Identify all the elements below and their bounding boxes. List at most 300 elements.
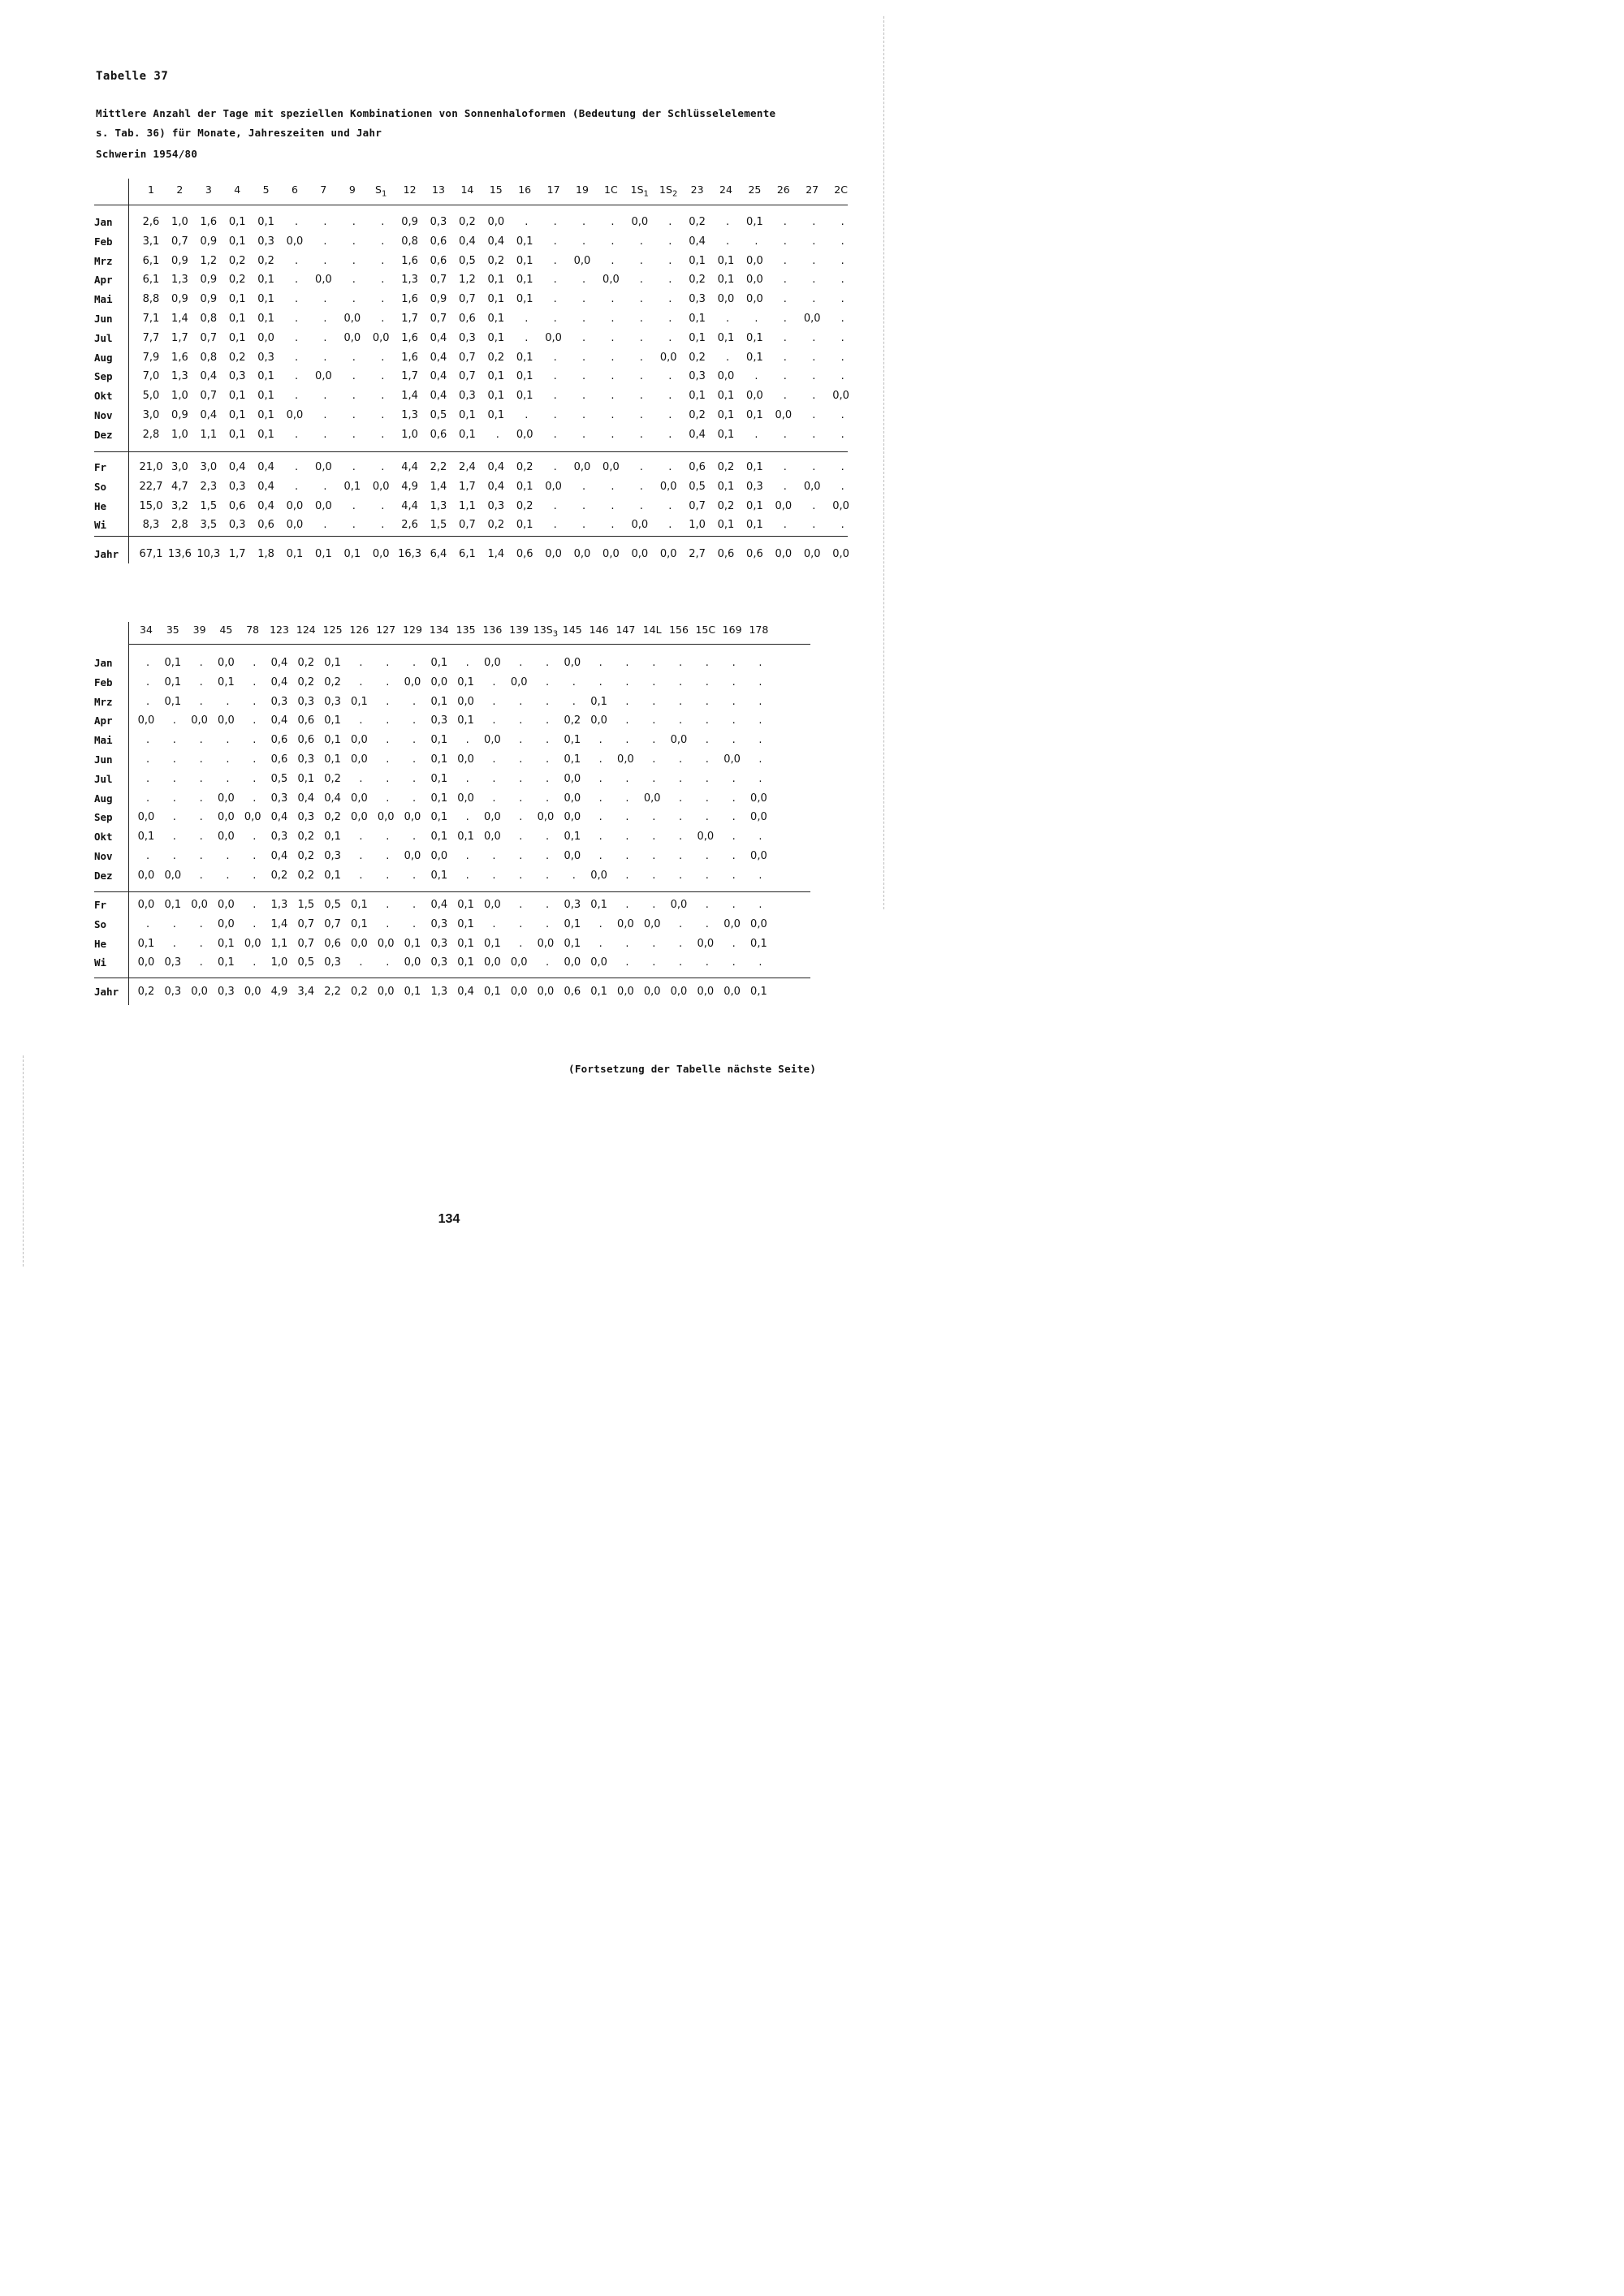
table-cell: 0,0 <box>631 548 649 560</box>
year-row-label: Jahr <box>94 986 119 998</box>
table-cell: 1,3 <box>171 370 188 383</box>
table-cell: . <box>226 753 230 766</box>
table-cell: . <box>253 917 257 930</box>
table-cell: . <box>465 772 469 785</box>
table-cell: . <box>519 695 523 708</box>
table-cell: 0,1 <box>286 548 304 560</box>
table-cell: . <box>732 850 736 862</box>
table-cell: 2,7 <box>689 548 706 560</box>
table-cell: . <box>525 216 529 228</box>
table-cell: . <box>812 293 816 306</box>
table-cell: 1,6 <box>401 331 418 344</box>
table-cell: 16,3 <box>398 548 422 560</box>
column-header: 35 <box>166 624 179 636</box>
table-cell: . <box>732 792 736 805</box>
table-cell: 0,0 <box>573 254 591 267</box>
table-cell: 0,0 <box>510 956 528 969</box>
table-cell: 0,0 <box>244 937 261 950</box>
table-cell: 0,0 <box>746 254 763 267</box>
table-cell: 10,3 <box>197 548 221 560</box>
table-cell: . <box>705 675 709 688</box>
table-cell: 0,3 <box>564 899 581 911</box>
table-cell: . <box>840 409 844 421</box>
label-column-separator <box>128 622 129 1005</box>
table-cell: . <box>705 714 709 727</box>
table-cell: 0,1 <box>717 519 735 532</box>
table-cell: 0,3 <box>459 331 476 344</box>
table-cell: . <box>732 695 736 708</box>
table-cell: 2,8 <box>171 519 188 532</box>
table-cell: 0,7 <box>459 293 476 306</box>
table-cell: 0,3 <box>297 753 315 766</box>
table-cell: . <box>553 519 557 532</box>
table-cell: . <box>611 409 615 421</box>
table-cell: . <box>705 869 709 882</box>
table-cell: . <box>352 254 356 267</box>
table-cell: . <box>668 461 672 473</box>
table-cell: . <box>732 956 736 969</box>
table-cell: . <box>668 216 672 228</box>
table-cell: 0,2 <box>487 351 505 364</box>
table-cell: 0,4 <box>257 461 274 473</box>
table-cell: 0,0 <box>351 753 368 766</box>
table-cell: 0,7 <box>297 937 315 950</box>
table-cell: 0,0 <box>404 956 421 969</box>
table-cell: 2,6 <box>401 519 418 532</box>
table-cell: . <box>172 792 176 805</box>
table-cell: . <box>758 831 762 844</box>
table-cell: . <box>812 390 816 403</box>
table-cell: . <box>412 792 417 805</box>
table-cell: . <box>146 917 150 930</box>
table-cell: 0,3 <box>164 956 182 969</box>
table-cell: . <box>679 811 683 824</box>
table-cell: . <box>705 811 709 824</box>
table-cell: 0,7 <box>430 313 447 325</box>
table-cell: 0,4 <box>200 370 218 383</box>
table-cell: 0,1 <box>257 293 274 306</box>
table-cell: 0,3 <box>430 216 447 228</box>
table-cell: . <box>598 675 603 688</box>
table-cell: 0,0 <box>404 850 421 862</box>
table-cell: . <box>146 850 150 862</box>
column-header: 1 <box>148 183 154 196</box>
table-cell: . <box>758 714 762 727</box>
month-row-label: Okt <box>94 831 113 844</box>
table-cell: . <box>758 899 762 911</box>
table-cell: . <box>525 409 529 421</box>
table-cell: . <box>639 461 643 473</box>
table-cell: . <box>172 850 176 862</box>
table-cell: . <box>812 331 816 344</box>
table-cell: 0,2 <box>516 499 533 512</box>
table-cell: 0,0 <box>457 753 474 766</box>
table-cell: . <box>381 216 385 228</box>
table-cell: 0,2 <box>689 274 706 287</box>
table-cell: 1,4 <box>430 480 447 493</box>
table-cell: 0,4 <box>257 480 274 493</box>
table-cell: . <box>323 235 327 248</box>
table-cell: . <box>758 734 762 747</box>
table-cell: 0,2 <box>228 254 246 267</box>
column-header: 24 <box>719 183 732 196</box>
table-cell: 0,6 <box>270 753 288 766</box>
column-header: 12 <box>403 183 417 196</box>
month-row-label: Nov <box>94 850 113 862</box>
table-cell: 0,0 <box>803 313 821 325</box>
table-cell: 0,3 <box>297 811 315 824</box>
table-cell: 0,1 <box>430 734 448 747</box>
table-cell: . <box>381 274 385 287</box>
table-cell: 0,0 <box>643 986 661 998</box>
table-cell: . <box>639 499 643 512</box>
table-cell: . <box>679 937 683 950</box>
table-cell: . <box>679 695 683 708</box>
table-cell: . <box>582 293 586 306</box>
table-cell: . <box>679 831 683 844</box>
table-cell: 0,0 <box>191 714 208 727</box>
table-cell: 0,1 <box>324 714 341 727</box>
table-cell: 0,1 <box>746 409 763 421</box>
table-cell: . <box>352 293 356 306</box>
table-cell: 0,1 <box>315 548 332 560</box>
table-cell: 0,0 <box>537 986 555 998</box>
table-cell: . <box>553 274 557 287</box>
table-cell: 21,0 <box>139 461 163 473</box>
table-cell: 0,1 <box>717 274 735 287</box>
table-cell: . <box>412 917 417 930</box>
table-cell: 0,1 <box>351 917 368 930</box>
table-cell: . <box>668 428 672 441</box>
table-cell: . <box>625 899 629 911</box>
table-cell: . <box>783 519 787 532</box>
table-cell: 0,0 <box>484 811 501 824</box>
table-cell: 0,2 <box>228 274 246 287</box>
table-cell: . <box>352 370 356 383</box>
table-cell: . <box>611 480 615 493</box>
table-cell: . <box>611 254 615 267</box>
table-cell: 0,1 <box>430 811 448 824</box>
table-cell: 1,4 <box>487 548 505 560</box>
column-header: $S_1$ <box>375 183 387 199</box>
table-cell: . <box>783 254 787 267</box>
table-cell: 0,1 <box>257 313 274 325</box>
table-cell: . <box>492 850 496 862</box>
table-cell: 0,7 <box>171 235 188 248</box>
month-row-label: Mai <box>94 293 113 306</box>
table-cell: . <box>172 714 176 727</box>
table-cell: 0,0 <box>746 390 763 403</box>
year-row-label: Jahr <box>94 548 119 560</box>
table-cell: 0,1 <box>457 899 474 911</box>
table-cell: 4,9 <box>270 986 288 998</box>
table-cell: . <box>386 899 390 911</box>
column-header: 139 <box>509 624 529 636</box>
table-cell: 0,0 <box>723 753 741 766</box>
table-cell: . <box>668 390 672 403</box>
table-cell: 0,0 <box>372 331 390 344</box>
table-cell: . <box>295 274 299 287</box>
table-cell: 7,9 <box>142 351 160 364</box>
table-cell: . <box>582 480 586 493</box>
table-cell: . <box>625 831 629 844</box>
table-cell: 0,0 <box>723 986 741 998</box>
column-header: 19 <box>576 183 589 196</box>
table-cell: . <box>840 351 844 364</box>
table-cell: 0,2 <box>487 519 505 532</box>
table-cell: . <box>553 461 557 473</box>
table-cell: 0,0 <box>803 548 821 560</box>
table-cell: 0,0 <box>137 714 155 727</box>
table-cell: . <box>519 811 523 824</box>
table-cell: . <box>611 519 615 532</box>
table-cell: . <box>386 792 390 805</box>
table-cell: 0,4 <box>487 461 505 473</box>
table-cell: . <box>519 937 523 950</box>
table-cell: 0,3 <box>689 293 706 306</box>
table-cell: . <box>519 714 523 727</box>
table-cell: . <box>582 351 586 364</box>
column-header: 45 <box>219 624 233 636</box>
table-cell: . <box>546 753 550 766</box>
column-header: 25 <box>748 183 762 196</box>
table-cell: 6,4 <box>430 548 447 560</box>
table-cell: . <box>553 428 557 441</box>
table-cell: . <box>598 753 603 766</box>
table-cell: . <box>639 370 643 383</box>
table-cell: . <box>295 313 299 325</box>
table-cell: . <box>381 390 385 403</box>
table-cell: 7,0 <box>142 370 160 383</box>
table-cell: 0,1 <box>487 390 505 403</box>
table-cell: . <box>546 734 550 747</box>
table-cell: . <box>146 695 150 708</box>
table-cell: . <box>732 675 736 688</box>
column-header: $1S_2$ <box>659 183 678 199</box>
table-cell: . <box>668 235 672 248</box>
table-cell: . <box>295 428 299 441</box>
table-cell: . <box>812 235 816 248</box>
table-cell: 0,2 <box>270 869 288 882</box>
table-cell: . <box>783 480 787 493</box>
table-cell: . <box>546 850 550 862</box>
table-cell: 0,0 <box>643 917 661 930</box>
table-cell: 0,0 <box>351 734 368 747</box>
table-cell: 0,1 <box>564 734 581 747</box>
column-header: 78 <box>246 624 260 636</box>
table-cell: 0,2 <box>297 831 315 844</box>
month-row-label: Nov <box>94 409 113 421</box>
table-cell: . <box>758 956 762 969</box>
column-header: 7 <box>320 183 327 196</box>
table-cell: . <box>519 917 523 930</box>
table-cell: 0,1 <box>516 254 533 267</box>
table-cell: . <box>253 714 257 727</box>
table-cell: . <box>652 734 656 747</box>
table-cell: . <box>625 937 629 950</box>
month-row-label: Feb <box>94 235 113 248</box>
table-cell: . <box>199 956 203 969</box>
table-cell: . <box>668 519 672 532</box>
table-cell: 0,1 <box>430 869 448 882</box>
column-header: 27 <box>806 183 819 196</box>
table-cell: . <box>783 461 787 473</box>
table-label: Tabelle 37 <box>96 70 169 83</box>
table-cell: 0,1 <box>228 235 246 248</box>
table-cell: 0,2 <box>459 216 476 228</box>
table-cell: 0,1 <box>590 695 607 708</box>
table-cell: . <box>732 937 736 950</box>
table-cell: 1,0 <box>171 216 188 228</box>
table-cell: 0,1 <box>430 792 448 805</box>
table-cell: 2,8 <box>142 428 160 441</box>
table-cell: . <box>295 293 299 306</box>
column-header: 3 <box>205 183 212 196</box>
table-cell: 0,1 <box>487 274 505 287</box>
table-cell: . <box>386 850 390 862</box>
table-cell: . <box>732 772 736 785</box>
table-cell: . <box>582 499 586 512</box>
table-cell: 3,0 <box>200 461 218 473</box>
table-cell: . <box>352 390 356 403</box>
table-cell: . <box>553 293 557 306</box>
table-cell: . <box>652 772 656 785</box>
table-cell: . <box>598 792 603 805</box>
table-cell: . <box>652 956 656 969</box>
table-cell: . <box>840 461 844 473</box>
table-cell: 0,3 <box>430 714 448 727</box>
table-cell: 0,0 <box>315 499 332 512</box>
table-cell: 0,5 <box>689 480 706 493</box>
table-cell: 0,6 <box>717 548 735 560</box>
table-cell: 1,1 <box>270 937 288 950</box>
table-cell: . <box>199 917 203 930</box>
table-cell: 0,1 <box>457 714 474 727</box>
season-row-label: Fr <box>94 899 107 911</box>
table-cell: . <box>639 254 643 267</box>
table-cell: . <box>582 390 586 403</box>
table-cell: 1,6 <box>401 351 418 364</box>
table-cell: . <box>611 351 615 364</box>
table-cell: . <box>582 274 586 287</box>
season-row-label: So <box>94 480 107 493</box>
table-cell: 0,0 <box>659 480 677 493</box>
table-cell: . <box>323 216 327 228</box>
table-cell: . <box>598 831 603 844</box>
table-cell: . <box>253 869 257 882</box>
table-cell: 0,9 <box>171 409 188 421</box>
table-cell: . <box>546 772 550 785</box>
table-cell: 0,9 <box>200 274 218 287</box>
table-cell: . <box>679 675 683 688</box>
table-cell: 0,6 <box>430 254 447 267</box>
table-cell: . <box>146 792 150 805</box>
table-cell: 22,7 <box>139 480 163 493</box>
table-cell: . <box>352 519 356 532</box>
table-cell: 0,1 <box>228 390 246 403</box>
table-cell: . <box>758 772 762 785</box>
table-cell: 0,9 <box>200 293 218 306</box>
column-header: 2C <box>834 183 848 196</box>
column-header: 134 <box>429 624 449 636</box>
table-cell: . <box>492 753 496 766</box>
table-cell: 0,0 <box>573 461 591 473</box>
table-cell: 0,0 <box>670 734 688 747</box>
table-cell: 0,1 <box>459 409 476 421</box>
table-cell: . <box>199 869 203 882</box>
table-cell: . <box>840 274 844 287</box>
table-cell: 0,1 <box>516 480 533 493</box>
table-cell: . <box>546 917 550 930</box>
table-cell: 0,1 <box>564 753 581 766</box>
table-cell: 0,2 <box>564 714 581 727</box>
table-cell: . <box>783 370 787 383</box>
continuation-note: (Fortsetzung der Tabelle nächste Seite) <box>568 1063 817 1075</box>
table-cell: 0,6 <box>459 313 476 325</box>
table-cell: . <box>754 313 758 325</box>
table-cell: 0,4 <box>270 657 288 669</box>
table-cell: . <box>652 899 656 911</box>
table-cell: . <box>546 657 550 669</box>
table-cell: . <box>639 390 643 403</box>
column-header: 17 <box>546 183 560 196</box>
table-cell: 0,0 <box>590 869 607 882</box>
table-cell: 4,7 <box>171 480 188 493</box>
table-cell: . <box>525 331 529 344</box>
table-cell: . <box>553 351 557 364</box>
table-cell: . <box>639 409 643 421</box>
table-cell: 0,1 <box>164 675 182 688</box>
table-cell: . <box>352 274 356 287</box>
table-cell: . <box>253 675 257 688</box>
table-cell: 0,1 <box>590 986 607 998</box>
table-cell: 0,1 <box>351 695 368 708</box>
table-cell: 0,1 <box>516 274 533 287</box>
table-cell: . <box>652 657 656 669</box>
table-cell: . <box>840 216 844 228</box>
column-header: 16 <box>518 183 532 196</box>
table-cell: 0,3 <box>487 499 505 512</box>
table-cell: . <box>199 675 203 688</box>
column-header: 124 <box>296 624 316 636</box>
table-cell: 0,0 <box>564 811 581 824</box>
table-cell: 0,1 <box>516 351 533 364</box>
column-header: 13 <box>432 183 445 196</box>
table-cell: . <box>519 734 523 747</box>
table-cell: 0,4 <box>430 351 447 364</box>
table-cell: . <box>465 734 469 747</box>
table-cell: 0,2 <box>351 986 368 998</box>
table-cell: . <box>679 917 683 930</box>
table-cell: . <box>323 428 327 441</box>
table-cell: . <box>668 274 672 287</box>
table-cell: . <box>386 714 390 727</box>
table-cell: . <box>840 370 844 383</box>
table-cell: 0,6 <box>430 235 447 248</box>
table-cell: 0,1 <box>564 937 581 950</box>
table-cell: 0,2 <box>717 461 735 473</box>
table-cell: . <box>840 331 844 344</box>
table-cell: 0,0 <box>723 917 741 930</box>
month-row-label: Dez <box>94 869 113 882</box>
table-cell: 0,1 <box>257 428 274 441</box>
table-cell: 1,8 <box>257 548 274 560</box>
table-cell: 0,0 <box>315 274 332 287</box>
month-row-label: Apr <box>94 714 113 727</box>
table-cell: 0,4 <box>270 850 288 862</box>
table-cell: . <box>199 792 203 805</box>
table-cell: 0,2 <box>297 675 315 688</box>
